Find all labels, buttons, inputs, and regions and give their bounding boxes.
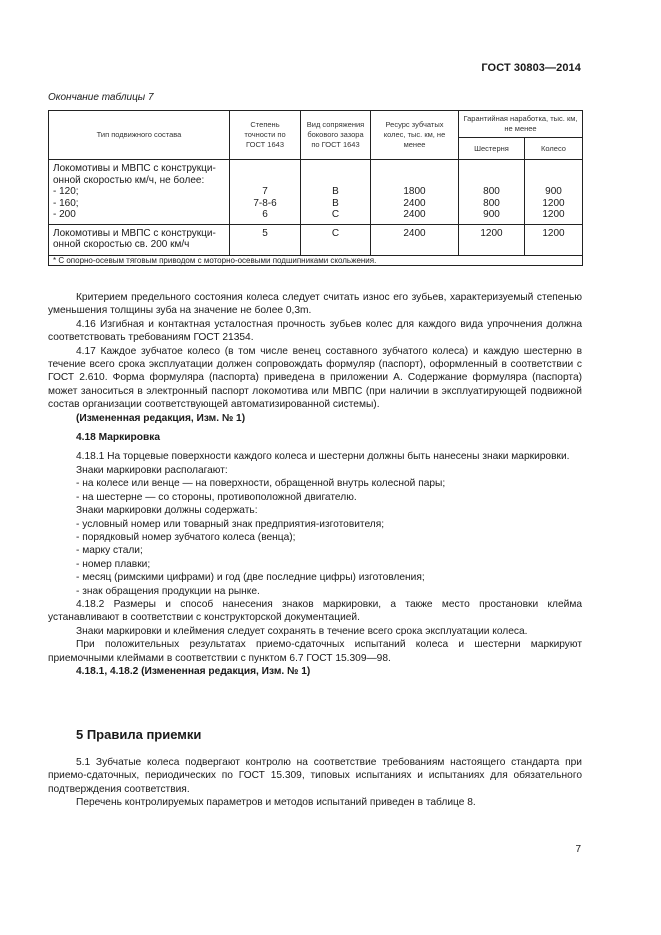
group2-wheel: 1200 xyxy=(525,224,583,255)
table-footnote: * С опорно-осевым тяговым приводом с моторно-осевыми подшипниками скольжения. xyxy=(49,255,583,265)
list-item: - порядковый номер зубчатого колеса (венца); xyxy=(76,531,296,543)
group1-row1-pinion: 800 xyxy=(483,186,500,197)
group1-label-line2: онной скоростью км/ч, не более: xyxy=(53,174,205,186)
section-5-text xyxy=(48,756,582,810)
list-item: - на колесе или венце — на поверхности, обращенной внутрь колесной пары; xyxy=(76,478,446,490)
paragraph-4-16: 4.16 Изгибная и контактная усталостная прочность зубьев колес для каждого вида упрочнения должна соответствовать требованиям ГОСТ 21354. xyxy=(48,318,582,344)
list-item: - месяц (римскими цифрами) и год (две последние цифры) изготовления; xyxy=(76,572,425,584)
table-row xyxy=(49,160,583,225)
group1-row3-wheel: 1200 xyxy=(542,209,565,220)
group1-row3-mating: С xyxy=(331,209,340,220)
heading-4-18: 4.18 Маркировка xyxy=(76,432,160,444)
table-7 xyxy=(48,110,583,266)
group2-label-line2: онной скоростью св. 200 км/ч xyxy=(53,239,190,250)
table-row xyxy=(49,224,583,255)
list-item: - номер плавки; xyxy=(76,558,151,570)
group2-label-line1: Локомотивы и МВПС с конструкци- xyxy=(53,227,216,239)
paragraph-4-18-1: 4.18.1 На торцевые поверхности каждого колеса и шестерни должны быть нанесены знаки маркировки. xyxy=(76,451,570,463)
paragraph-marking-content: Знаки маркировки должны содержать: xyxy=(76,505,258,517)
col-header-resource: Ресурс зубчатых колес, тыс. км, не менее xyxy=(371,111,459,160)
body-text xyxy=(48,291,582,678)
col-header-accuracy: Степень точности по ГОСТ 1643 xyxy=(230,111,301,160)
group1-row2-pinion: 800 xyxy=(483,197,500,209)
table-footnote-row xyxy=(49,255,583,265)
group1-row2-mating: В xyxy=(332,197,339,209)
paragraph-wear-criterion: Критерием предельного состояния колеса следует считать износ его зубьев, характеризуемый степенью уменьшения толщины зуба на значение не более 0,3m. xyxy=(48,292,582,317)
group1-row1-accuracy: 7 xyxy=(262,186,268,197)
col-header-mating: Вид сопряжения бокового зазора по ГОСТ 1643 xyxy=(301,111,371,160)
paragraph-table-8-ref: Перечень контролируемых параметров и методов испытаний приведен в таблице 8. xyxy=(76,797,476,809)
group1-row3-resource: 2400 xyxy=(403,209,426,220)
paragraph-marking-location: Знаки маркировки располагают: xyxy=(76,464,228,476)
paragraph-4-18-2: 4.18.2 Размеры и способ нанесения знаков маркировки, а также место простановки клейма устанавливают в соответствии с конструкторской документацией. xyxy=(48,598,582,624)
list-item: - условный номер или товарный знак предприятия-изготовителя; xyxy=(76,518,385,530)
list-item: - на шестерне — со стороны, противоположной двигателю. xyxy=(76,491,357,503)
page-number: 7 xyxy=(575,844,581,855)
list-item: - марку стали; xyxy=(76,545,143,557)
col-header-type: Тип подвижного состава xyxy=(49,111,230,160)
list-item: - знак обращения продукции на рынке. xyxy=(76,585,260,597)
group1-row2-wheel: 1200 xyxy=(542,197,565,209)
paragraph-5-1: 5.1 Зубчатые колеса подвергают контролю на соответствие требованиям настоящего стандарта при приемо-сдаточных, периодических по ГОСТ 15.309, типовых испытаниях и испытаниях для обязательного подтверждения соответствия. xyxy=(48,757,582,795)
group1-row3-type: - 200 xyxy=(53,209,76,220)
group2-pinion: 1200 xyxy=(459,224,525,255)
group1-row1-mating: В xyxy=(332,186,339,197)
standard-header: ГОСТ 30803—2014 xyxy=(481,62,581,74)
amendment-note: (Измененная редакция, Изм. № 1) xyxy=(76,412,246,424)
table-caption: Окончание таблицы 7 xyxy=(48,92,154,103)
group2-accuracy: 5 xyxy=(230,224,301,255)
group1-row2-resource: 2400 xyxy=(403,197,426,209)
section-5-title: 5 Правила приемки xyxy=(76,727,202,742)
group1-row2-accuracy: 7-8-6 xyxy=(253,197,277,209)
group1-row2-type: - 160; xyxy=(53,197,79,209)
amendment-note: 4.18.1, 4.18.2 (Измененная редакция, Изм. № 1) xyxy=(76,665,311,677)
group2-resource: 2400 xyxy=(371,224,459,255)
paragraph-4-17: 4.17 Каждое зубчатое колесо (в том числе венец составного зубчатого колеса) и каждую шестерню в течение всего срока эксплуатации должен сопровождать формуляр (паспорт), оформленный в соответствии с ГОСТ 2.610. Форма формуляра (паспорта) приведена в приложении А. Содержание формуляра (паспорта) может заноситься в электронный паспорт локомотива или МВПС (при наличии в эксплуатирующей подвижной состав организации соответствующей автоматизированной системы). xyxy=(48,345,582,411)
group1-row1-type: - 120; xyxy=(53,186,79,197)
group1-row1-wheel: 900 xyxy=(545,186,562,197)
group1-label-line1: Локомотивы и МВПС с конструкци- xyxy=(53,163,216,174)
group2-mating: С xyxy=(301,224,371,255)
col-header-warranty: Гарантийная наработка, тыс. км, не менее xyxy=(459,111,583,138)
group1-row3-pinion: 900 xyxy=(483,209,500,220)
paragraph-acceptance-stamps: При положительных результатах приемо-сдаточных испытаний колеса и шестерни маркируют приемочными клеймами в соответствии с пунктом 6.7 ГОСТ 15.309—98. xyxy=(48,639,582,664)
group1-row3-accuracy: 6 xyxy=(262,209,268,220)
paragraph-marking-retention: Знаки маркировки и клеймения следует сохранять в течение всего срока эксплуатации колеса. xyxy=(76,625,528,637)
group1-row1-resource: 1800 xyxy=(403,186,426,197)
col-header-wheel: Колесо xyxy=(525,138,583,160)
col-header-pinion: Шестерня xyxy=(459,138,525,160)
